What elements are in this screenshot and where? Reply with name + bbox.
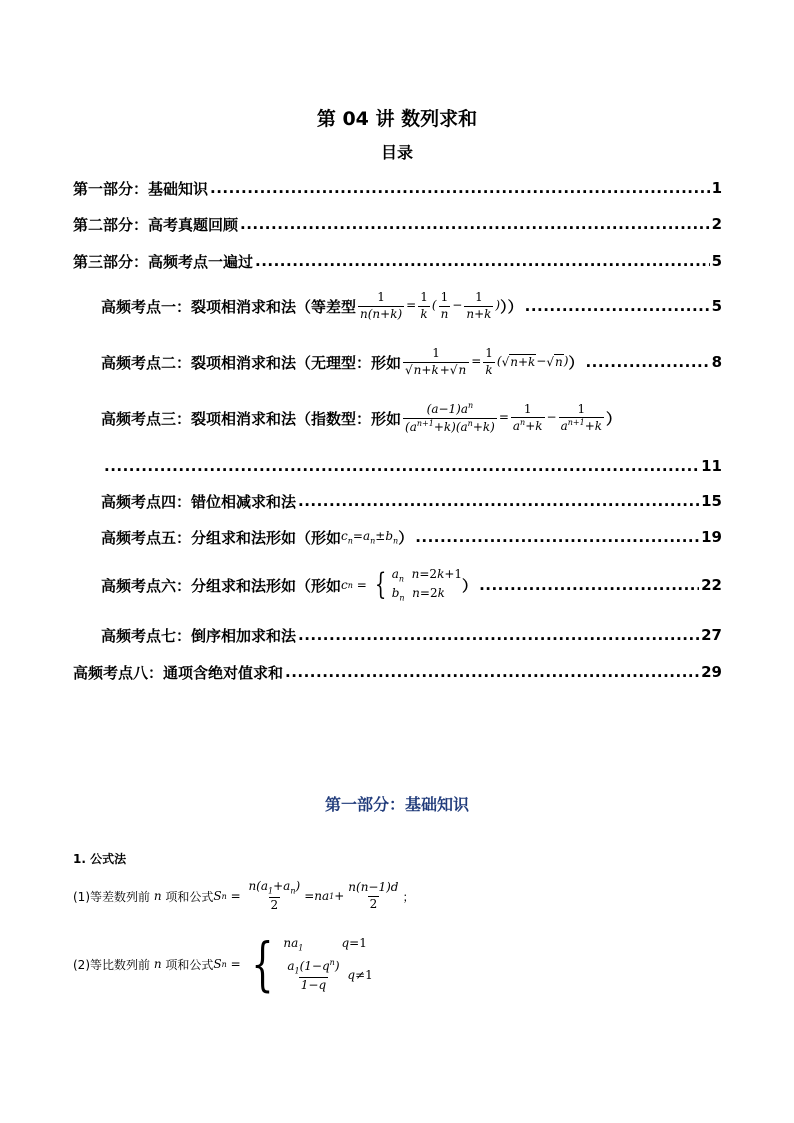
formula-exponential-split: $\frac{(a-1)a^n}{(a^{n+1}+k)(a^n+k)}$ = $\frac{1}{a^n+k}$ − $\frac{1}{a^{n+1}+k}$ <box>405 401 603 434</box>
toc-entry-topic8[interactable] <box>73 661 722 683</box>
toc-entry-topic3[interactable] <box>101 396 741 440</box>
formula-group-sum: $c_n=a_n\pm b_n$ <box>341 528 399 546</box>
toc-leader-dots <box>525 297 710 315</box>
item2-prefix: (2)等比数列前 <box>73 957 150 972</box>
geometric-sum-formula: (2)等比数列前 n 项和公式 S n = { $na_1$ q=1 $\frac{a_1(1-q^n)}{1-q}$ q ≠1 <box>73 930 373 998</box>
toc-entry-suffix: ） <box>398 528 414 547</box>
formula-piecewise-sequence: c n = { $a_n$ n=2k+1 $b_n$ n=2k <box>341 567 463 603</box>
formula-irrational-split: $\frac{1}{√n+k+√n}$ = $\frac{1}{k}$ (√n+k−√n) <box>405 346 569 377</box>
toc-leader-dots <box>479 576 699 594</box>
toc-leader-dots <box>415 528 699 546</box>
toc-entry-part1[interactable] <box>73 177 722 199</box>
toc-entry-suffix: ）） <box>500 297 523 316</box>
toc-page-number: 1 <box>711 179 722 197</box>
toc-entry-topic7[interactable] <box>101 624 722 646</box>
toc-leader-dots <box>255 252 710 270</box>
toc-heading: 目录 <box>380 143 413 162</box>
toc-leader-dots <box>298 492 699 510</box>
toc-entry-label: 第一部分：基础知识 <box>73 179 209 198</box>
toc-entry-label: 高频考点四：错位相减求和法 <box>101 492 297 511</box>
toc-page-number: 2 <box>711 215 722 233</box>
toc-leader-dots <box>104 457 699 475</box>
formula-arithmetic-split: $\frac{1}{n(n+k)}$ = $\frac{1}{k}$ ( $\frac{1}{n}$ − $\frac{1}{n+k}$ ) <box>360 290 501 321</box>
toc-entry-label: 第二部分：高考真题回顾 <box>73 215 239 234</box>
item1-prefix: (1)等差数列前 <box>73 889 150 904</box>
toc-page-number: 27 <box>701 626 722 644</box>
arithmetic-sum-formula: (1)等差数列前 n 项和公式 S n = $\frac{n(a_1+a_n)}{2}$ = na 1 + $\frac{n(n-1)d}{2}$ ； <box>73 878 415 912</box>
toc-entry-label: 高频考点三：裂项相消求和法（指数型：形如 <box>101 409 402 428</box>
toc-entry-label: 高频考点八：通项含绝对值求和 <box>73 663 284 682</box>
item2-mid: 项和公式 <box>165 957 214 972</box>
toc-page-number: 5 <box>711 252 722 270</box>
toc-entry-label: 高频考点七：倒序相加求和法 <box>101 626 297 645</box>
toc-page-number: 15 <box>701 492 722 510</box>
toc-page-number: 5 <box>711 297 722 315</box>
toc-entry-part3[interactable] <box>73 250 722 272</box>
toc-entry-topic4[interactable] <box>101 490 722 512</box>
formula-method-heading: 1. 公式法 <box>73 852 127 866</box>
toc-page-number: 8 <box>711 353 722 371</box>
toc-entry-label: 第三部分：高频考点一遍过 <box>73 252 254 271</box>
section-title: 第一部分：基础知识 <box>324 795 469 814</box>
formula-geometric-sum: S n = { $na_1$ q=1 $\frac{a_1(1-q^n)}{1-q}$ q ≠1 <box>213 930 373 998</box>
toc-entry-label: 高频考点一：裂项相消求和法（等差型 <box>101 297 357 316</box>
toc-entry-topic2[interactable] <box>101 340 722 384</box>
toc-page-number: 19 <box>701 528 722 546</box>
formula-arithmetic-sum: S n = $\frac{n(a_1+a_n)}{2}$ = na 1 + $\frac{n(n-1)d}{2}$ <box>213 878 399 912</box>
toc-leader-dots <box>210 179 710 197</box>
toc-entry-suffix: ） <box>606 409 622 428</box>
toc-leader-dots <box>585 353 709 371</box>
document-title: 第 04 讲 数列求和 <box>316 108 478 130</box>
toc-entry-label: 高频考点六：分组求和法形如（形如 <box>101 576 342 595</box>
toc-leader-dots <box>240 215 710 233</box>
toc-leader-dots <box>285 663 699 681</box>
toc-page-number: 11 <box>701 457 722 475</box>
toc-entry-topic1[interactable] <box>101 284 722 328</box>
toc-page-number: 29 <box>701 663 722 681</box>
toc-entry-part2[interactable] <box>73 213 722 235</box>
toc-entry-topic6[interactable] <box>101 562 722 608</box>
toc-entry-suffix: ） <box>568 353 584 372</box>
item1-mid: 项和公式 <box>165 889 214 904</box>
toc-entry-label: 高频考点二：裂项相消求和法（无理型：形如 <box>101 353 402 372</box>
item1-end: ； <box>402 889 415 904</box>
toc-leader-dots <box>298 626 699 644</box>
toc-entry-topic5[interactable] <box>101 526 722 548</box>
toc-entry-topic3-continuation[interactable] <box>104 455 722 477</box>
toc-entry-label: 高频考点五：分组求和法形如（形如 <box>101 528 342 547</box>
toc-page-number: 22 <box>701 576 722 594</box>
toc-entry-suffix: ） <box>462 576 478 595</box>
